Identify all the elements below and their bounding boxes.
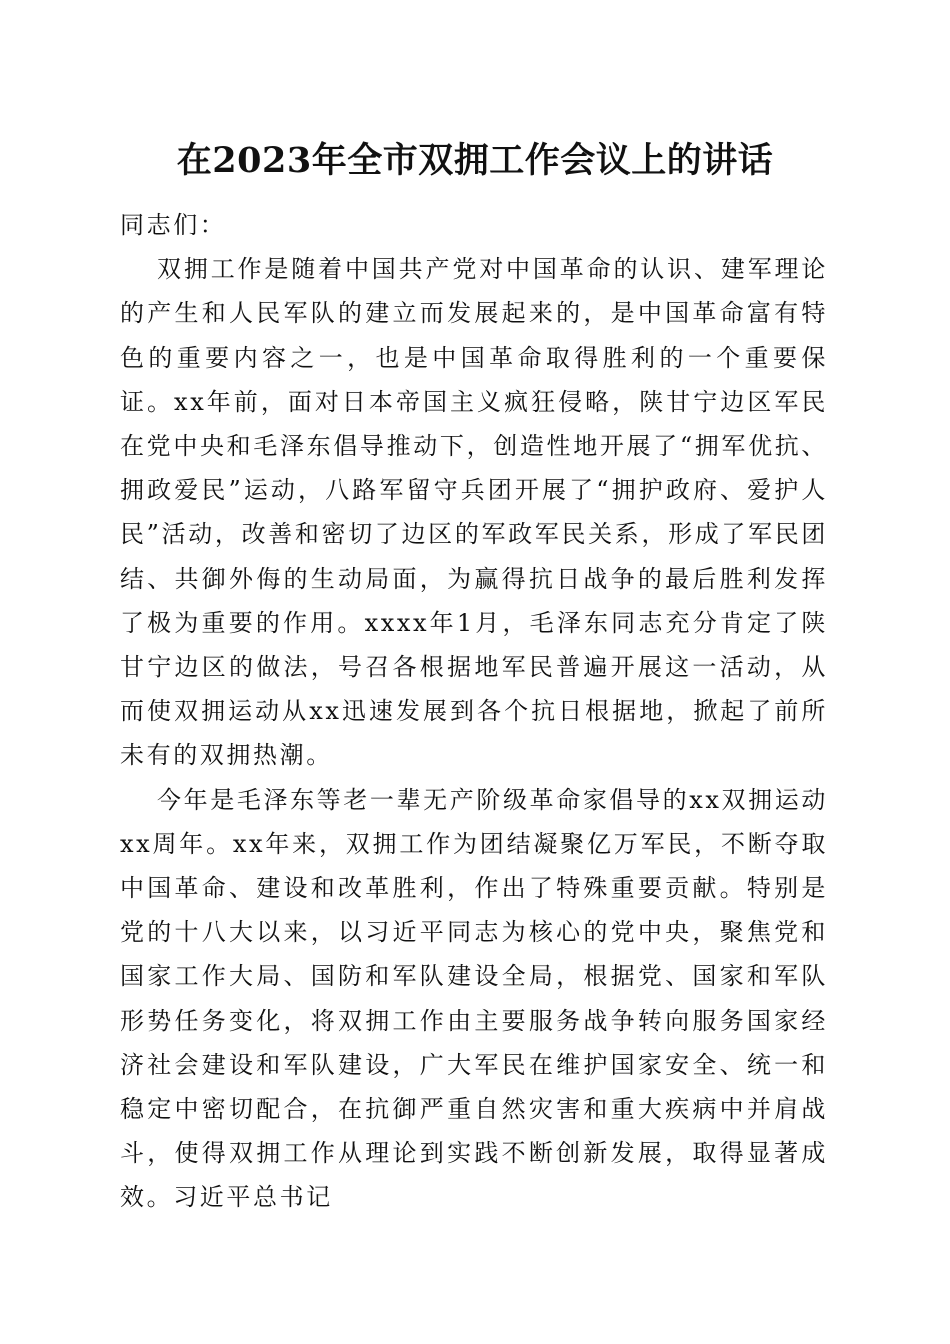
document-title: 在2023年全市双拥工作会议上的讲话 (176, 140, 774, 181)
document-body (120, 203, 828, 1220)
paragraph-2: 今年是毛泽东等老一辈无产阶级革命家倡导的xx双拥运动xx周年。xx年来，双拥工作为团结凝聚亿万军民，不断夺取中国革命、建设和改革胜利，作出了特殊重要贡献。特别是党的十八大以来，以习近平同志为核心的党中央，聚焦党和国家工作大局、国防和军队建设全局，根据党、国家和军队形势任务变化，将双拥工作由主要服务战争转向服务国家经济社会建设和军队建设，广大军民在维护国家安全、统一和稳定中密切配合，在抗御严重自然灾害和重大疾病中并肩战斗，使得双拥工作从理论到实践不断创新发展，取得显著成效。习近平总书记 (120, 785, 828, 1212)
greeting: 同志们： (120, 211, 227, 239)
paragraph-1: 双拥工作是随着中国共产党对中国革命的认识、建军理论的产生和人民军队的建立而发展起来的，是中国革命富有特色的重要内容之一，也是中国革命取得胜利的一个重要保证。xx年前，面对日本帝国主义疯狂侵略，陕甘宁边区军民在党中央和毛泽东倡导推动下，创造性地开展了“拥军优抗、拥政爱民”运动，八路军留守兵团开展了“拥护政府、爱护人民”活动，改善和密切了边区的军政军民关系，形成了军民团结、共御外侮的生动局面，为赢得抗日战争的最后胜利发挥了极为重要的作用。xxxx年1月，毛泽东同志充分肯定了陕甘宁边区的做法，号召各根据地军民普遍开展这一活动，从而使双拥运动从xx迅速发展到各个抗日根据地，掀起了前所未有的双拥热潮。 (120, 255, 828, 770)
